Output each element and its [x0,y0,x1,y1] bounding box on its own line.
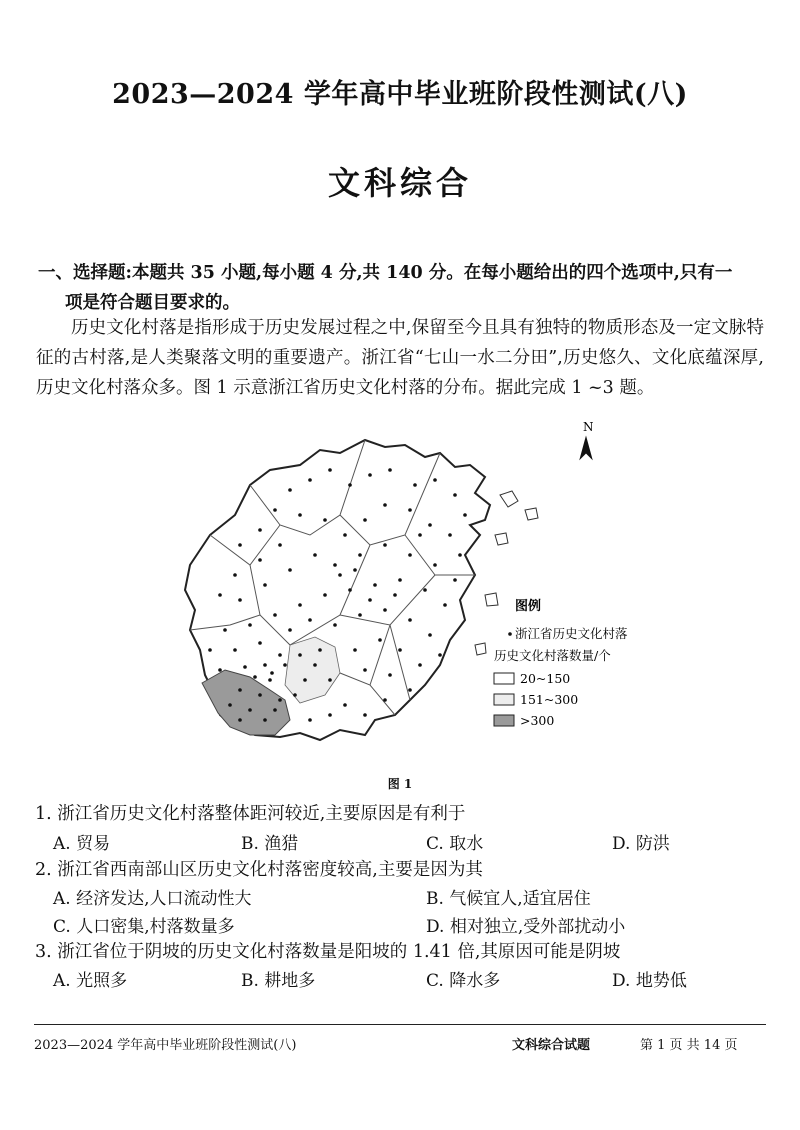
legend-item-1: 20~150 [520,671,571,686]
legend-title: 图例 [515,599,542,614]
map-legend [494,598,628,728]
question-2-stem: 2. 浙江省西南部山区历史文化村落密度较高,主要是因为其 [35,860,483,880]
legend-count-label: 历史文化村落数量/个 [494,648,611,663]
question-3-option-c: C. 降水多 [426,971,501,991]
footer-subject: 文科综合试题 [512,1038,591,1053]
legend-swatch-2 [494,694,514,705]
intro-paragraph: 历史文化村落是指形成于历史发展过程之中,保留至今且具有独特的物质形态及一定文脉特征的古村落,是人类聚落文明的重要遗产。浙江省“七山一水二分田”,历史悠久、文化底蕴深厚,历史文化村落众多。图 1 示意浙江省历史文化村落的分布。据此完成 1 ~3 题。 [36,318,764,398]
question-2-option-a: A. 经济发达,人口流动性大 [53,889,252,909]
footer-page-number: 第 1 页 共 14 页 [640,1038,738,1053]
question-3-stem: 3. 浙江省位于阴坡的历史文化村落数量是阳坡的 1.41 倍,其原因可能是阴坡 [35,942,621,962]
north-label: N [583,420,594,434]
section-heading [38,258,763,318]
legend-item-3: >300 [520,713,555,728]
question-1-stem: 1. 浙江省历史文化村落整体距河较近,主要原因是有利于 [35,804,466,824]
question-1-option-d: D. 防洪 [612,834,670,854]
question-2-option-b: B. 气候宜人,适宜居住 [426,889,591,909]
question-2-option-c: C. 人口密集,村落数量多 [53,917,235,937]
legend-swatch-1 [494,673,514,684]
footer-divider [34,1024,766,1025]
question-1-option-a: A. 贸易 [53,834,111,854]
legend-swatch-3 [494,715,514,726]
legend-item-2: 151~300 [520,692,579,707]
question-2-option-d: D. 相对独立,受外部扰动小 [426,917,626,937]
question-1-option-c: C. 取水 [426,834,484,854]
footer-exam-name: 2023—2024 学年高中毕业班阶段性测试(八) [34,1038,297,1053]
north-arrow-icon [580,420,594,459]
legend-village: 浙江省历史文化村落 [515,626,628,641]
figure-caption: 图 1 [387,777,413,791]
section-heading-line2: 项是符合题目要求的。 [65,293,240,313]
question-1-option-b: B. 渔猎 [241,834,299,854]
zhejiang-village-map [140,415,660,760]
question-3-option-a: A. 光照多 [53,971,128,991]
legend-dot-icon [508,632,512,636]
section-heading-line1: 一、选择题:本题共 35 小题,每小题 4 分,共 140 分。在每小题给出的四个选项中,只有一 [38,263,733,283]
exam-title: 2023—2024 学年高中毕业班阶段性测试(八) [112,79,688,110]
subject-title: 文科综合 [327,164,472,202]
question-3-option-b: B. 耕地多 [241,971,316,991]
question-3-option-d: D. 地势低 [612,971,687,991]
